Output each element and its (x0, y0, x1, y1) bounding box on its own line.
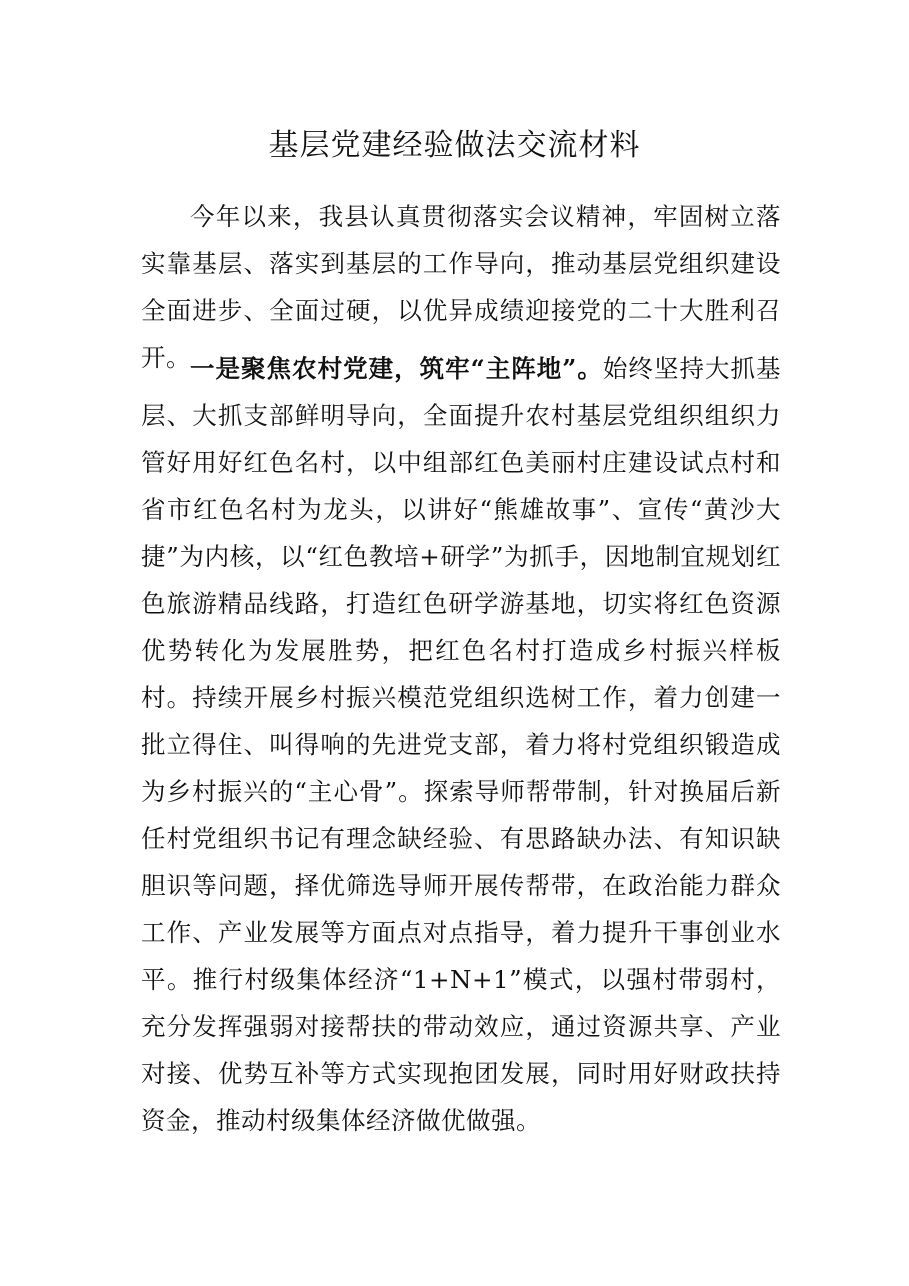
paragraph-rural-party-building (141, 345, 781, 1144)
paragraph-intro-text: 今年以来，我县认真贯彻落实会议精神，牢固树立落实靠基层、落实到基层的工作导向，推动基层党组织建设全面进步、全面过硬，以优异成绩迎接党的二十大胜利召开。 (141, 202, 781, 372)
document-title: 基层党建经验做法交流材料 (268, 128, 641, 163)
paragraph-lead-heading: 一是聚焦农村党建，筑牢“主阵地”。 (190, 354, 603, 383)
paragraph-body-text: 始终坚持大抓基层、大抓支部鲜明导向，全面提升农村基层党组织组织力管好用好红色名村，以中组部红色美丽村庄建设试点村和省市红色名村为龙头，以讲好“熊雄故事”、宣传“黄沙大捷”为内核，以“红色教培+研学”为抓手，因地制宜规划红色旅游精品线路，打造红色研学游基地，切实将红色资源优势转化为发展胜势，把红色名村打造成乡村振兴样板村。持续开展乡村振兴模范党组织选树工作，着力创建一批立得住、叫得响的先进党支部，着力将村党组织锻造成为乡村振兴的“主心骨”。探索导师帮带制，针对换届后新任村党组织书记有理念缺经验、有思路缺办法、有知识缺胆识等问题，择优筛选导师开展传帮带，在政治能力群众工作、产业发展等方面点对点指导，着力提升干事创业水平。推行村级集体经济“1+N+1”模式，以强村带弱村，充分发挥强弱对接帮扶的带动效应，通过资源共享、产业对接、优势互补等方式实现抱团发展，同时用好财政扶持资金，推动村级集体经济做优做强。 (141, 354, 782, 1135)
